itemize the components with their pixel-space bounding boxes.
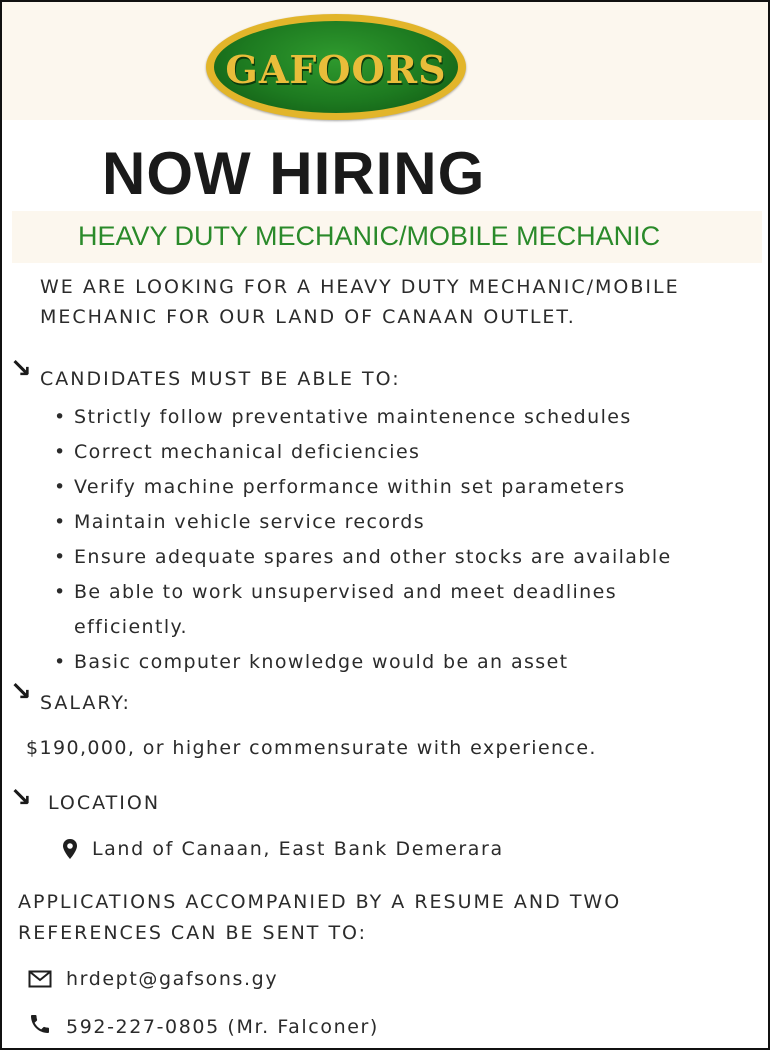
bullet-dot: •	[54, 441, 67, 463]
requirements-list	[54, 400, 754, 680]
list-item-text: Basic computer knowledge would be an asset	[74, 651, 569, 673]
logo-text: GAFOORS	[225, 47, 447, 92]
application-heading: APPLICATIONS ACCOMPANIED BY A RESUME AND TWO REFERENCES CAN BE SENT TO:	[18, 891, 622, 944]
list-item	[54, 400, 754, 435]
bullet-dot: •	[54, 651, 67, 673]
bullet-dot: •	[54, 581, 67, 603]
list-item	[54, 645, 754, 680]
company-logo	[206, 14, 466, 120]
requirements-heading: CANDIDATES MUST BE ABLE TO:	[40, 368, 401, 390]
arrow-down-right-icon: ↘	[10, 677, 32, 707]
list-item-text: Ensure adequate spares and other stocks are available	[74, 546, 672, 568]
phone-number[interactable]: 592-227-0805 (Mr. Falconer)	[66, 1016, 379, 1038]
bullet-dot: •	[54, 406, 67, 428]
email-link[interactable]: hrdept@gafsons.gy	[66, 968, 279, 990]
location-heading: LOCATION	[48, 792, 161, 814]
phone-icon	[28, 1012, 52, 1036]
list-item	[54, 575, 694, 645]
page-title: NOW HIRING	[102, 140, 486, 207]
intro-text: WE ARE LOOKING FOR A HEAVY DUTY MECHANIC/MOBILE MECHANIC FOR OUR LAND OF CANAAN OUTLET.	[40, 276, 680, 328]
list-item-text: Verify machine performance within set parameters	[74, 476, 626, 498]
map-pin-icon	[62, 838, 78, 860]
arrow-down-right-icon: ↘	[10, 354, 32, 384]
list-item-text: Strictly follow preventative maintenence schedules	[74, 406, 632, 428]
salary-text: $190,000, or higher commensurate with experience.	[26, 737, 597, 759]
bullet-dot: •	[54, 546, 67, 568]
list-item-text: Be able to work unsupervised and meet deadlines efficiently.	[74, 581, 618, 638]
list-item-text: Correct mechanical deficiencies	[74, 441, 421, 463]
envelope-icon	[28, 970, 52, 988]
location-text: Land of Canaan, East Bank Demerara	[92, 838, 504, 860]
list-item	[54, 470, 754, 505]
position-title: HEAVY DUTY MECHANIC/MOBILE MECHANIC	[78, 221, 661, 251]
arrow-down-right-icon: ↘	[10, 783, 32, 813]
bullet-dot: •	[54, 476, 67, 498]
logo-inner-oval	[214, 21, 458, 113]
list-item	[54, 435, 754, 470]
list-item-text: Maintain vehicle service records	[74, 511, 426, 533]
salary-heading: SALARY:	[40, 692, 131, 714]
list-item	[54, 540, 754, 575]
list-item	[54, 505, 754, 540]
bullet-dot: •	[54, 511, 67, 533]
